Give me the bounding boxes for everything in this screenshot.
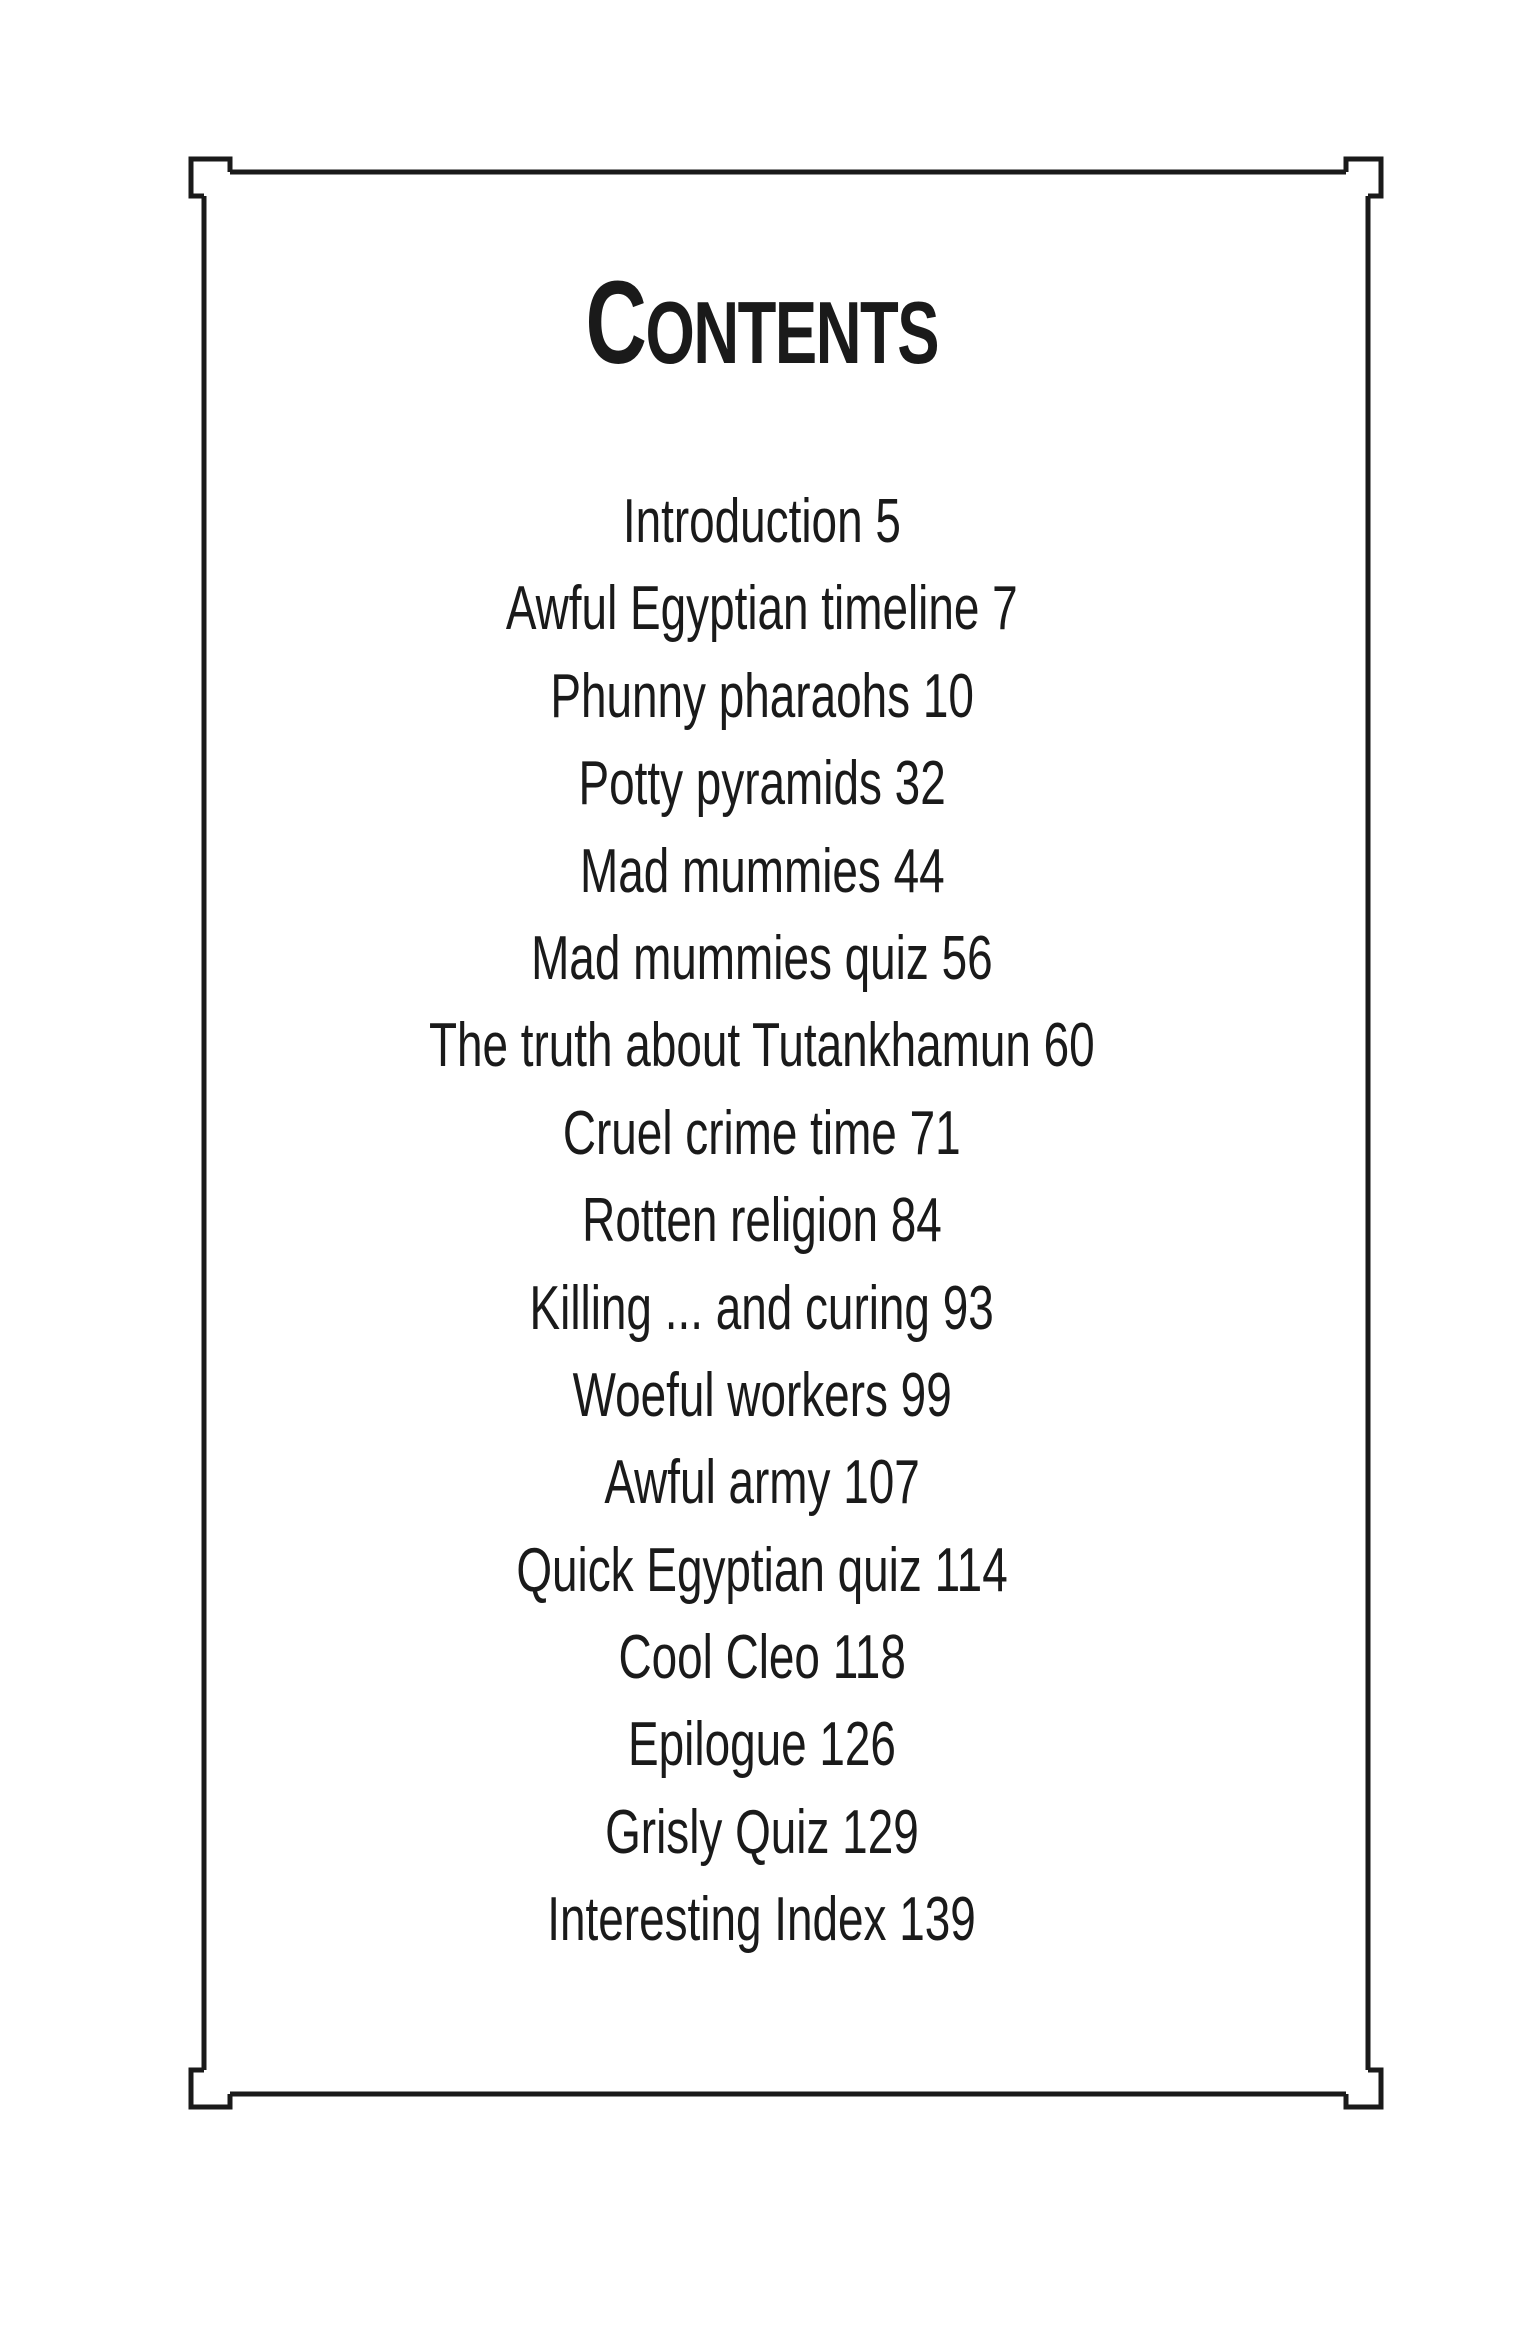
entry-page-number: 118 [832, 1623, 906, 1693]
contents-entry [0, 565, 1524, 652]
entry-page-number: 99 [900, 1360, 952, 1430]
entry-label: Mad mummies quiz [531, 923, 929, 993]
entry-page-number: 44 [893, 836, 945, 906]
contents-entry [0, 1352, 1524, 1439]
entry-label: Cool Cleo [618, 1623, 820, 1693]
entry-label: Killing ... and curing [529, 1273, 931, 1343]
entry-page-number: 93 [943, 1273, 995, 1343]
entry-label: The truth about Tutankhamun [429, 1011, 1032, 1081]
entry-label: Awful Egyptian timeline [506, 574, 980, 644]
page-title: CONTENTS [585, 257, 939, 389]
contents-entry [0, 828, 1524, 915]
entry-page-number: 56 [941, 923, 993, 993]
contents-entry [0, 915, 1524, 1002]
contents-entry [0, 1701, 1524, 1788]
contents-entry [0, 478, 1524, 565]
contents-entry [0, 1789, 1524, 1876]
entry-page-number: 71 [909, 1098, 961, 1168]
contents-entry [0, 1002, 1524, 1089]
entry-page-number: 5 [875, 487, 902, 556]
contents-entry [0, 1527, 1524, 1614]
entry-label: Grisly Quiz [605, 1797, 830, 1867]
entry-label: Woeful workers [572, 1360, 888, 1430]
contents-entry [0, 1439, 1524, 1526]
contents-entry [0, 1090, 1524, 1177]
entry-label: Potty pyramids [578, 749, 882, 819]
entry-label: Rotten religion [582, 1186, 879, 1256]
contents-entry [0, 1177, 1524, 1264]
contents-entry [0, 653, 1524, 740]
entry-label: Phunny pharaohs [550, 661, 910, 731]
entry-page-number: 32 [894, 749, 946, 819]
contents-entry [0, 740, 1524, 827]
entry-page-number: 129 [842, 1797, 919, 1867]
contents-entry [0, 1614, 1524, 1701]
contents-entry [0, 1265, 1524, 1352]
entry-label: Introduction [622, 487, 863, 556]
entry-page-number: 107 [843, 1448, 920, 1518]
entry-page-number: 126 [819, 1710, 896, 1780]
entry-label: Awful army [604, 1448, 831, 1518]
entry-label: Quick Egyptian quiz [516, 1535, 922, 1605]
contents-entry [0, 1876, 1524, 1963]
entry-page-number: 60 [1043, 1011, 1095, 1081]
entry-page-number: 114 [934, 1535, 1008, 1605]
entry-page-number: 84 [890, 1186, 942, 1256]
entry-label: Cruel crime time [563, 1098, 898, 1168]
entry-page-number: 10 [922, 661, 974, 731]
entry-label: Epilogue [628, 1710, 807, 1780]
entry-label: Interesting Index [547, 1885, 887, 1955]
entry-page-number: 139 [899, 1885, 977, 1955]
entry-page-number: 7 [992, 574, 1018, 644]
entry-label: Mad mummies [579, 836, 881, 906]
contents-list [0, 478, 1524, 1964]
